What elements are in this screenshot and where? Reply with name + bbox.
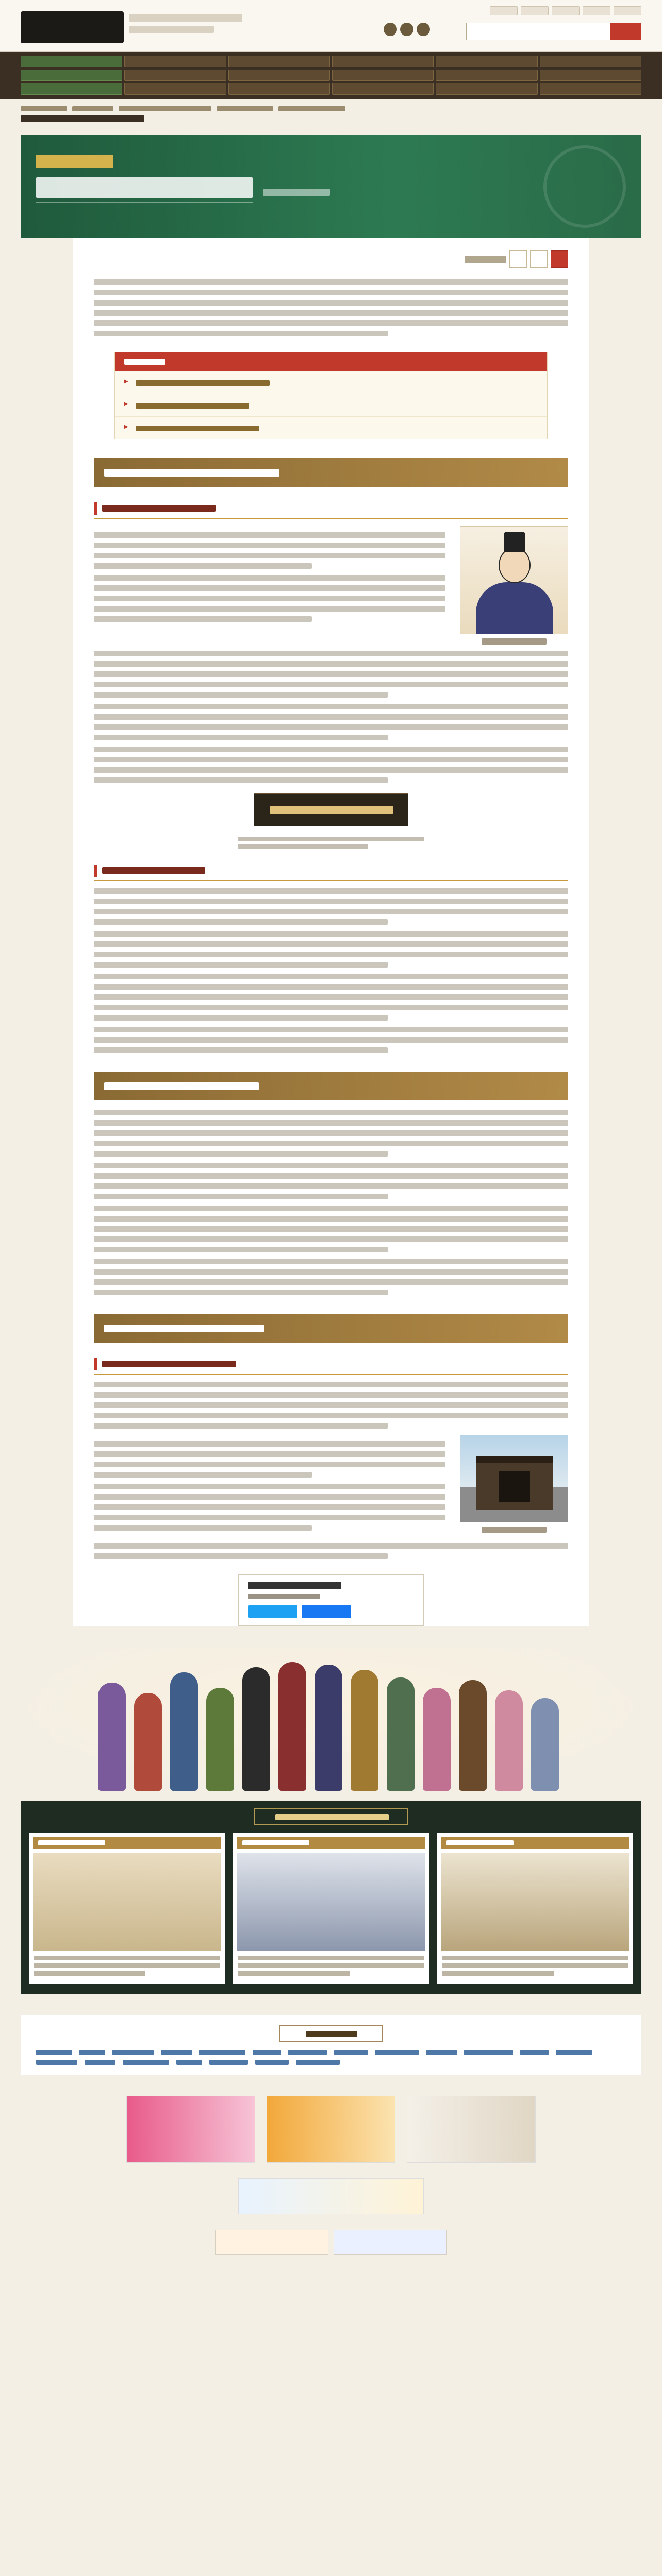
character-lineup: [0, 1647, 662, 1796]
keyword-tag[interactable]: [426, 2050, 457, 2055]
promo-note: [238, 837, 424, 849]
nav-item[interactable]: [436, 83, 537, 95]
nav-item[interactable]: [436, 70, 537, 81]
subsection-heading: [94, 860, 568, 881]
breadcrumb: [0, 99, 662, 131]
keyword-tag[interactable]: [176, 2060, 202, 2065]
nav-item[interactable]: [540, 83, 641, 95]
social-icon[interactable]: [400, 23, 413, 36]
character-figure: [98, 1683, 126, 1791]
keyword-tag[interactable]: [161, 2050, 192, 2055]
site-search: [466, 23, 641, 40]
language-option[interactable]: [552, 6, 580, 15]
nav-item[interactable]: [332, 70, 434, 81]
gate-image: [460, 1435, 568, 1522]
keyword-tag[interactable]: [520, 2050, 549, 2055]
portrait-figure: [460, 526, 568, 645]
site-header: [0, 0, 662, 52]
table-of-contents: [114, 352, 548, 439]
keyword-tag[interactable]: [334, 2050, 368, 2055]
body-text: [94, 974, 568, 1021]
keyword-tag[interactable]: [199, 2050, 245, 2055]
character-figure: [531, 1698, 559, 1791]
body-text: [94, 931, 568, 968]
toc-item[interactable]: [115, 371, 547, 394]
post-button[interactable]: [248, 1605, 297, 1618]
illustration-caption: [482, 1527, 547, 1533]
nav-item[interactable]: [21, 70, 122, 81]
inline-promo-banner[interactable]: [254, 793, 408, 826]
page-title: [36, 177, 253, 203]
related-card[interactable]: [233, 1833, 429, 1984]
partner-banners: [0, 2230, 662, 2255]
toc-item[interactable]: [115, 416, 547, 439]
share-title: [248, 1582, 341, 1589]
font-size-medium-button[interactable]: [530, 250, 548, 268]
keyword-tag[interactable]: [296, 2060, 340, 2065]
font-size-large-button[interactable]: [551, 250, 568, 268]
subsection-heading: [94, 1354, 568, 1375]
nav-item[interactable]: [332, 56, 434, 67]
search-input[interactable]: [466, 23, 610, 40]
keyword-tag[interactable]: [209, 2060, 248, 2065]
section-heading: [94, 1314, 568, 1343]
language-option[interactable]: [614, 6, 641, 15]
character-figure: [170, 1672, 198, 1791]
language-option[interactable]: [583, 6, 610, 15]
nav-item[interactable]: [228, 56, 330, 67]
social-icon[interactable]: [417, 23, 430, 36]
keyword-tag[interactable]: [253, 2050, 281, 2055]
illustration-figure: [460, 1435, 568, 1537]
body-text: [94, 651, 568, 698]
character-figure: [134, 1693, 162, 1791]
breadcrumb-link[interactable]: [217, 106, 273, 111]
share-box: [238, 1574, 424, 1626]
character-figure: [387, 1677, 415, 1791]
nav-item[interactable]: [332, 83, 434, 95]
character-figure: [315, 1665, 342, 1791]
language-option[interactable]: [490, 6, 518, 15]
toc-title: [115, 352, 547, 371]
nav-item[interactable]: [21, 56, 122, 67]
related-caption: [254, 1808, 408, 1825]
body-text: [94, 575, 445, 622]
keyword-tag[interactable]: [255, 2060, 289, 2065]
keyword-cloud: [21, 2015, 641, 2075]
search-button[interactable]: [610, 23, 641, 40]
page-heading-small: [21, 115, 144, 122]
nav-item[interactable]: [124, 83, 226, 95]
body-text: [94, 1484, 445, 1531]
nav-item[interactable]: [540, 56, 641, 67]
crest-icon: [543, 145, 626, 228]
social-icon[interactable]: [384, 23, 397, 36]
body-text: [94, 1259, 568, 1295]
font-size-small-button[interactable]: [509, 250, 527, 268]
body-text: [94, 1382, 568, 1429]
portrait-image: [460, 526, 568, 634]
breadcrumb-link[interactable]: [72, 106, 113, 111]
font-size-label: [465, 256, 506, 263]
subsection-heading: [94, 498, 568, 519]
nav-item[interactable]: [228, 83, 330, 95]
character-figure: [242, 1667, 270, 1791]
ad-banner-wide[interactable]: [238, 2178, 424, 2214]
partner-banner[interactable]: [215, 2230, 328, 2255]
keyword-caption: [279, 2025, 383, 2042]
character-figure: [351, 1670, 378, 1791]
nav-item[interactable]: [540, 70, 641, 81]
keyword-tag[interactable]: [556, 2050, 592, 2055]
share-button[interactable]: [302, 1605, 351, 1618]
body-text: [94, 1543, 568, 1559]
related-articles: [21, 1801, 641, 1994]
font-size-switcher: [94, 238, 568, 273]
keyword-tag[interactable]: [36, 2050, 72, 2055]
character-figure: [495, 1690, 523, 1791]
related-card[interactable]: [437, 1833, 633, 1984]
portrait-caption: [482, 638, 547, 645]
character-figure: [423, 1688, 451, 1791]
site-tagline: [129, 14, 242, 38]
character-figure: [206, 1688, 234, 1791]
language-option[interactable]: [521, 6, 549, 15]
page-subtitle: [263, 189, 330, 196]
keyword-tag[interactable]: [288, 2050, 327, 2055]
keyword-tag[interactable]: [36, 2060, 77, 2065]
related-card[interactable]: [29, 1833, 225, 1984]
keyword-tag[interactable]: [85, 2060, 115, 2065]
section-heading: [94, 458, 568, 487]
keyword-tag[interactable]: [464, 2050, 513, 2055]
keyword-tag[interactable]: [123, 2060, 169, 2065]
nav-item[interactable]: [228, 70, 330, 81]
body-text: [94, 704, 568, 740]
body-text: [94, 1027, 568, 1053]
nav-item[interactable]: [436, 56, 537, 67]
nav-item[interactable]: [21, 83, 122, 95]
share-subtitle: [248, 1594, 320, 1599]
social-links: [384, 23, 430, 36]
body-text: [94, 532, 445, 569]
character-figure: [459, 1680, 487, 1791]
keyword-tag[interactable]: [79, 2050, 105, 2055]
section-heading: [94, 1072, 568, 1100]
intro-text: [94, 279, 568, 336]
character-figure: [278, 1662, 306, 1791]
body-text: [94, 1441, 445, 1478]
breadcrumb-link[interactable]: [21, 106, 67, 111]
breadcrumb-current: [278, 106, 345, 111]
body-text: [94, 888, 568, 925]
body-text: [94, 1163, 568, 1199]
partner-banner[interactable]: [334, 2230, 447, 2255]
language-switcher: [490, 6, 641, 15]
breadcrumb-link[interactable]: [119, 106, 211, 111]
global-nav: [0, 52, 662, 99]
ad-banners: [21, 2096, 641, 2163]
nav-item[interactable]: [124, 56, 226, 67]
body-text: [94, 747, 568, 783]
keyword-tag[interactable]: [112, 2050, 154, 2055]
body-text: [94, 1206, 568, 1252]
ad-banner[interactable]: [407, 2096, 536, 2163]
ad-banner[interactable]: [126, 2096, 255, 2163]
keyword-tag[interactable]: [375, 2050, 419, 2055]
title-banner: [21, 135, 641, 238]
site-logo[interactable]: [21, 11, 124, 43]
toc-item[interactable]: [115, 394, 547, 416]
nav-item[interactable]: [124, 70, 226, 81]
banner-kicker: [36, 155, 113, 168]
ad-banner[interactable]: [267, 2096, 395, 2163]
article: [73, 238, 589, 1626]
body-text: [94, 1110, 568, 1157]
